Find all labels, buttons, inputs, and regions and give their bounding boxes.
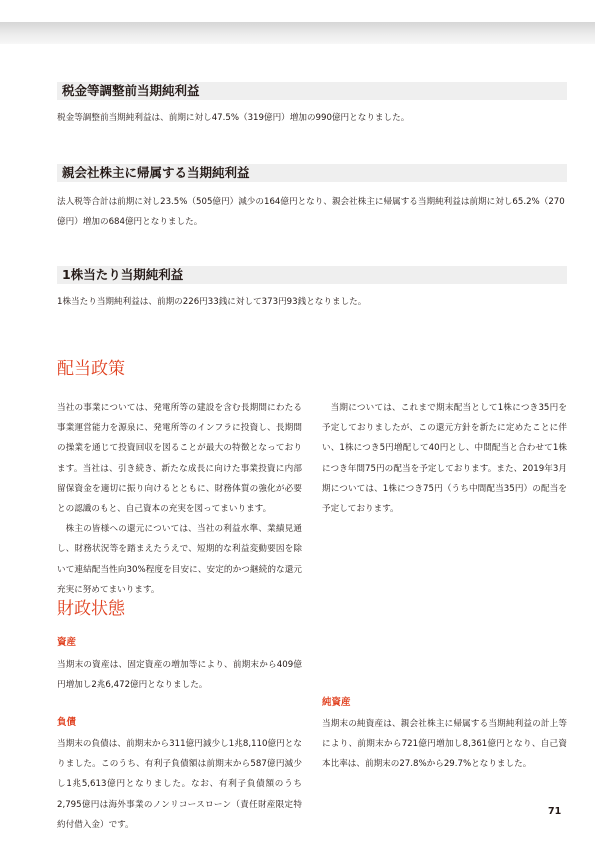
dividend-paragraph-3: 当期については、これまで期末配当として1株につき35円を予定しておりましたが、この還元方針を新たに定めたことに伴い、1株につき5円増配して40円とし、中間配当と合わせて1株につき年間75円の配当を予定しております。また、2019年3月期については、1株につき75円（うち中間配当35円）の配当を予定しております。 <box>322 403 567 515</box>
section-heading-parent-net-income: 親会社株主に帰属する当期純利益 <box>57 164 567 182</box>
dividend-paragraph-2: 株主の皆様への還元については、当社の利益水準、業績見通し、財務状況等を踏まえたうえで、短期的な利益変動要因を除いて連結配当性向30%程度を目安に、安定的かつ継続的な還元充実に努めてまいります。 <box>57 524 302 595</box>
page-number: 71 <box>548 806 562 817</box>
liabilities-body: 当期末の負債は、前期末から311億円減少し1兆8,110億円となりました。このうち、有利子負債額は前期末から587億円減少し1兆5,613億円となりました。なお、有利子負債額のうち2,795億円は海外事業のノンリコースローン（責任財産限定特約付借入金）です。 <box>57 739 302 830</box>
dividend-paragraph-1: 当社の事業については、発電所等の建設を含む長期間にわたる事業運営能力を源泉に、発電所等のインフラに投資し、長期間の操業を通じて投資回収を図ることが最大の特徴となっております。当社は、引き続き、新たな成長に向けた事業投資に内部留保資金を適切に振り向けるとともに、財務体質の強化が必要との認識のもと、自己資本の充実を図ってまいります。 <box>57 403 302 515</box>
assets-heading: 資産 <box>57 637 77 648</box>
section-body-parent-net-income: 法人税等合計は前期に対し23.5%（505億円）減少の164億円となり、親会社株主に帰属する当期純利益は前期に対し65.2%（270億円）増加の684億円となりました。 <box>57 197 565 227</box>
dividend-policy-title: 配当政策 <box>57 359 125 379</box>
dividend-column-left <box>57 398 302 595</box>
section-heading-pretax-income: 税金等調整前当期純利益 <box>57 82 567 100</box>
dividend-column-right <box>322 398 567 563</box>
section-heading-eps: 1株当たり当期純利益 <box>57 266 567 284</box>
financial-position-title: 財政状態 <box>57 599 125 619</box>
net-assets-heading: 純資産 <box>322 697 351 708</box>
section-body-pretax-income: 税金等調整前当期純利益は、前期に対し47.5%（319億円）増加の990億円となりました。 <box>57 113 410 123</box>
net-assets-body: 当期末の純資産は、親会社株主に帰属する当期純利益の計上等により、前期末から721億円増加し8,361億円となり、自己資本比率は、前期末の27.8%から29.7%となりました。 <box>322 719 567 770</box>
assets-body: 当期末の資産は、固定資産の増加等により、前期末から409億円増加し2兆6,472億円となりました。 <box>57 660 302 691</box>
header-band <box>0 22 595 44</box>
liabilities-heading: 負債 <box>57 717 77 728</box>
section-body-eps: 1株当たり当期純利益は、前期の226円33銭に対して373円93銭となりました。 <box>57 297 367 307</box>
